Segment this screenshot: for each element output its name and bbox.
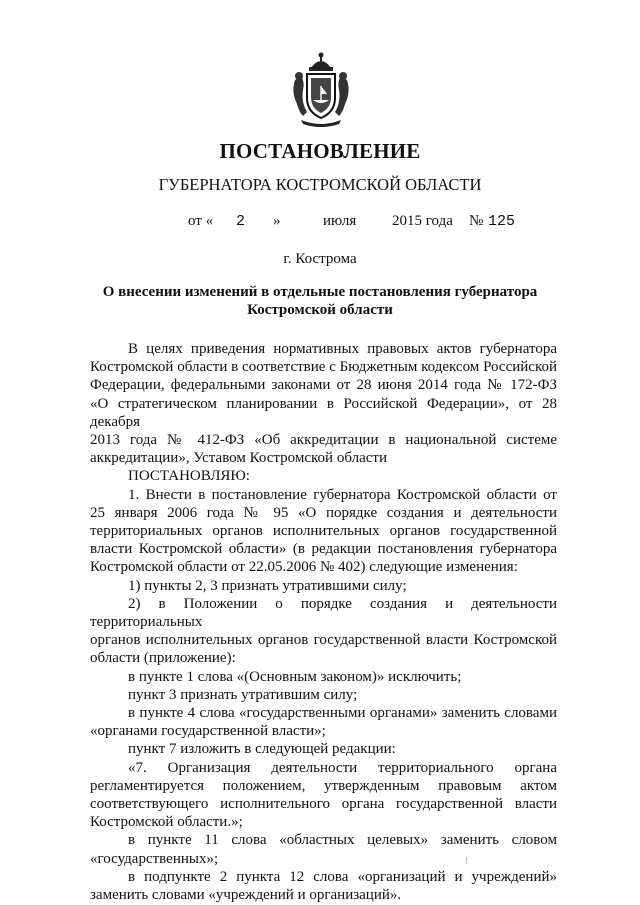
date-close-quote: » [273,213,281,229]
body-line: регламентируется положением, утвержденным правовым актом [90,777,557,794]
body-line: «государственных»; [90,850,219,867]
date-year: 2015 года [392,213,453,229]
heading-line: Костромской области [247,302,393,318]
body-line: 2013 года № 412-ФЗ «Об аккредитации в национальной системе [90,432,557,449]
body-line: в подпункте 2 пункта 12 слова «организаций и учреждений» [128,868,557,885]
body-line: «органами государственной власти»; [90,723,326,740]
body-line: Костромской области от 22.05.2006 № 402) следующие изменения: [90,559,518,576]
date-line [0,213,640,235]
body-line: соответствующего исполнительного органа государственной власти [90,796,557,813]
document-title: ПОСТАНОВЛЕНИЕ [219,139,421,163]
body-line: области (приложение): [90,650,236,667]
body-line: пункт 7 изложить в следующей редакции: [128,741,396,758]
body-line: Федерации, федеральными законами от 28 июня 2014 года № 172-ФЗ [90,377,557,394]
body-line: «О стратегическом планировании в Российской Федерации», от 28 декабря [90,395,557,430]
body-line: аккредитации», Уставом Костромской области [90,450,387,467]
date-month: июля [323,213,357,229]
body-line: территориальных органов исполнительных органов государственной [90,523,557,540]
body-line: Костромской области в соответствие с Бюджетным кодексом Российской [90,359,557,376]
body-line: В целях приведения нормативных правовых актов губернатора [128,341,557,357]
document-number: 125 [488,213,516,230]
body-line: 1) пункты 2, 3 признать утратившими силу; [128,577,407,594]
body-line: 2) в Положении о порядке создания и деятельности территориальных [90,595,557,631]
coat-of-arms-icon [289,50,353,130]
body-line: пункт 3 признать утратившим силу; [128,686,358,703]
body-line: «7. Организация деятельности территориального органа [128,759,557,776]
date-day: 2 [236,213,246,230]
number-sign: № [469,213,484,229]
body-line: власти Костромской области» (в редакции постановления губернатора [90,541,557,558]
body-line: заменить словами «учреждений и организаций». [90,887,402,904]
heading-line: О внесении изменений в отдельные постановления губернатора [102,284,538,300]
document-body [90,340,557,904]
body-line: Костромской области.»; [90,814,243,831]
scan-artifact [466,857,467,864]
document-heading [100,283,540,319]
body-line: ПОСТАНОВЛЯЮ: [128,468,250,485]
document-subtitle: ГУБЕРНАТОРА КОСТРОМСКОЙ ОБЛАСТИ [158,175,482,194]
body-line: 1. Внести в постановление губернатора Костромской области от [128,486,557,503]
date-prefix: от « [188,213,214,229]
body-line: в пункте 4 слова «государственными органами» заменить словами [128,705,557,722]
body-line: 25 января 2006 года № 95 «О порядке создания и деятельности [90,504,557,521]
body-line: органов исполнительных органов государственной власти Костромской [90,632,557,649]
body-line: в пункте 11 слова «областных целевых» заменить словом [128,832,557,849]
body-line: в пункте 1 слова «(Основным законом)» исключить; [128,668,462,685]
city: г. Кострома [283,251,357,267]
